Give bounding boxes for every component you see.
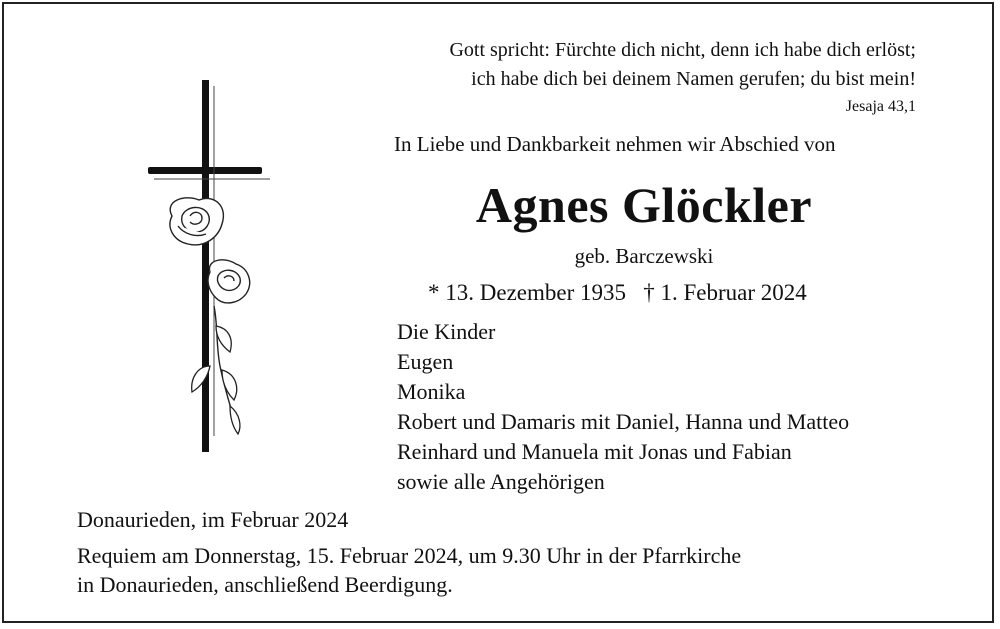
birth-name: geb. Barczewski xyxy=(574,244,714,268)
farewell-intro: In Liebe und Dankbarkeit nehmen wir Abschied von xyxy=(394,132,836,156)
life-dates: * 13. Dezember 1935 † 1. Februar 2024 xyxy=(428,280,807,305)
mourner-line: Robert und Damaris mit Daniel, Hanna und Matteo xyxy=(397,409,850,434)
mourner-line: sowie alle Angehörigen xyxy=(397,469,605,494)
bible-verse xyxy=(449,36,916,94)
mourner-line: Die Kinder xyxy=(397,319,496,344)
verse-reference: Jesaja 43,1 xyxy=(845,98,916,115)
requiem-line-1: Requiem am Donnerstag, 15. Februar 2024, um 9.30 Uhr in der Pfarrkirche xyxy=(77,543,742,568)
obituary-frame xyxy=(2,2,994,623)
mourner-line: Eugen xyxy=(397,349,454,374)
mourner-line: Monika xyxy=(397,379,466,404)
place-and-date: Donaurieden, im Februar 2024 xyxy=(77,507,349,532)
requiem-notice xyxy=(77,541,741,599)
requiem-line-2: in Donaurieden, anschließend Beerdigung. xyxy=(77,572,453,597)
mourner-line: Reinhard und Manuela mit Jonas und Fabian xyxy=(397,439,792,464)
deceased-name: Agnes Glöckler xyxy=(475,177,813,233)
verse-line-2: ich habe dich bei deinem Namen gerufen; du bist mein! xyxy=(471,68,916,90)
verse-line-1: Gott spricht: Fürchte dich nicht, denn ich habe dich erlöst; xyxy=(449,39,916,61)
cross-with-roses-icon xyxy=(144,76,274,456)
mourners-list xyxy=(397,317,849,497)
